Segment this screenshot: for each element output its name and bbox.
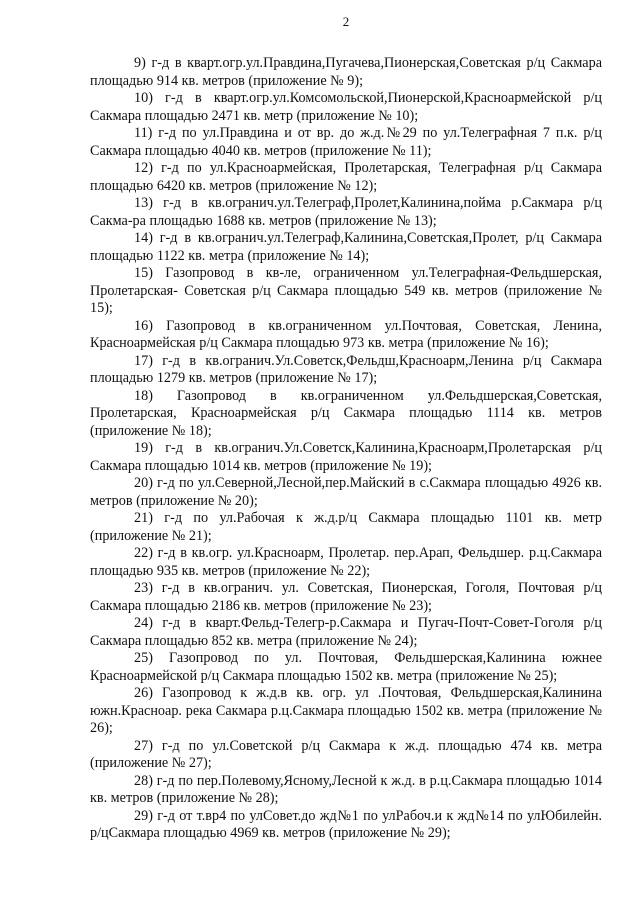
list-item: 25) Газопровод по ул. Почтовая, Фельдшерская,Калинина южнее Красноармейской р/ц Сакмара площадью 1502 кв. метра (приложение № 25); (90, 650, 602, 684)
list-item: 13) г-д в кв.огранич.ул.Телеграф,Пролет,Калинина,пойма р.Сакмара р/ц Сакма-ра площадью 1688 кв. метров (приложение № 13); (90, 195, 602, 229)
list-item: 23) г-д в кв.огранич. ул. Советская, Пионерская, Гоголя, Почтовая р/ц Сакмара площадью 2186 кв. метров (приложение № 23); (90, 580, 602, 614)
page-number: 2 (342, 14, 350, 29)
list-item: 27) г-д по ул.Советской р/ц Сакмара к ж.д. площадью 474 кв. метра (приложение № 27); (90, 737, 602, 771)
list-item: 11) г-д по ул.Правдина и от вр. до ж.д.№29 по ул.Телеграфная 7 п.к. р/ц Сакмара площадью 4040 кв. метров (приложение № 11); (90, 125, 602, 159)
list-item: 9) г-д в кварт.огр.ул.Правдина,Пугачева,Пионерская,Советская р/ц Сакмара площадью 914 кв. метров (приложение № 9); (90, 55, 602, 89)
list-item: 20) г-д по ул.Северной,Лесной,пер.Майский в с.Сакмара площадью 4926 кв. метров (приложение № 20); (90, 475, 602, 509)
list-item: 12) г-д по ул.Красноармейская, Пролетарская, Телеграфная р/ц Сакмара площадью 6420 кв. метров (приложение № 12); (90, 160, 602, 194)
list-item: 15) Газопровод в кв-ле, ограниченном ул.Телеграфная-Фельдшерская, Пролетарская- Советская р/ц Сакмара площадью 549 кв. метров (приложение № 15); (90, 265, 602, 316)
list-item: 16) Газопровод в кв.ограниченном ул.Почтовая, Советская, Ленина, Красноармейская р/ц Сакмара площадью 973 кв. метра (приложение № 16); (90, 317, 602, 351)
list-item: 29) г-д от т.вр4 по улСовет.до жд№1 по улРабоч.и к жд№14 по улЮбилейн. р/цСакмара площадью 4969 кв. метров (приложение № 29); (90, 807, 602, 841)
list-item: 10) г-д в кварт.огр.ул.Комсомольской,Пионерской,Красноармейской р/ц Сакмара площадью 2471 кв. метр (приложение № 10); (90, 90, 602, 124)
list-item: 28) г-д по пер.Полевому,Ясному,Лесной к ж.д. в р.ц.Сакмара площадью 1014 кв. метров (приложение № 28); (90, 772, 602, 806)
list-item: 24) г-д в кварт.Фельд-Телегр-р.Сакмара и Пугач-Почт-Совет-Гоголя р/ц Сакмара площадью 852 кв. метра (приложение № 24); (90, 615, 602, 649)
list-item: 19) г-д в кв.огранич.Ул.Советск,Калинина,Красноарм,Пролетарская р/ц Сакмара площадью 1014 кв. метров (приложение № 19); (90, 440, 602, 474)
list-item: 14) г-д в кв.огранич.ул.Телеграф,Калинина,Советская,Пролет, р/ц Сакмара площадью 1122 кв. метра (приложение № 14); (90, 230, 602, 264)
list-item: 26) Газопровод к ж.д.в кв. огр. ул .Почтовая, Фельдшерская,Калинина южн.Красноар. река Сакмара р.ц.Сакмара площадью 1502 кв. метра (приложение № 26); (90, 685, 602, 736)
list-item: 22) г-д в кв.огр. ул.Красноарм, Пролетар. пер.Арап, Фельдшер. р.ц.Сакмара площадью 935 кв. метров (приложение № 22); (90, 545, 602, 579)
list-item: 17) г-д в кв.огранич.Ул.Советск,Фельдш,Красноарм,Ленина р/ц Сакмара площадью 1279 кв. метров (приложение № 17); (90, 352, 602, 386)
list-item: 21) г-д по ул.Рабочая к ж.д.р/ц Сакмара площадью 1101 кв. метр (приложение № 21); (90, 510, 602, 544)
item-list (90, 55, 602, 843)
list-item: 18) Газопровод в кв.ограниченном ул.Фельдшерская,Советская, Пролетарская, Красноармейская р/ц Сакмара площадью 1114 кв. метров (приложение № 18); (90, 387, 602, 439)
